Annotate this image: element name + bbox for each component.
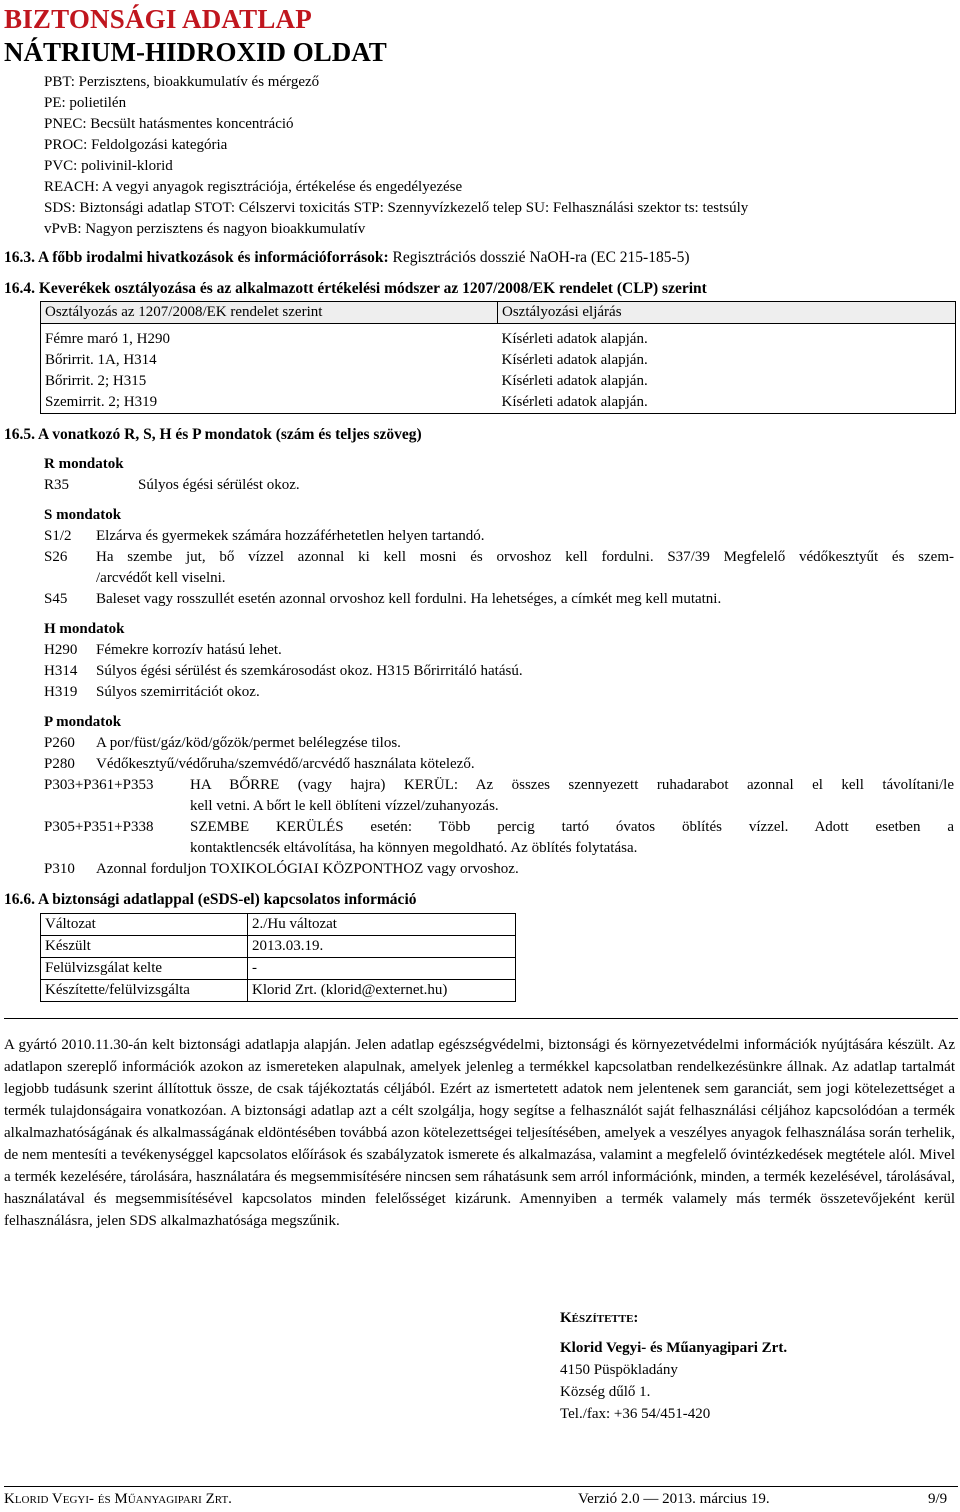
phrase-text: kell vetni. A bőrt le kell öblíteni vízzel/zuhanyozás.: [190, 798, 499, 814]
abbreviation-line: PNEC: Becsült hatásmentes koncentráció: [44, 116, 294, 132]
table-row: [41, 958, 516, 980]
prepared-by-label: Készítette:: [560, 1310, 639, 1326]
phrase-code: P260: [44, 735, 75, 751]
info-value: Klorid Zrt. (klorid@externet.hu): [248, 980, 516, 1002]
phrase-text: Súlyos égési sérülést okoz.: [138, 477, 300, 493]
section-16-3: [4, 249, 690, 267]
phrase-code: H319: [44, 684, 78, 700]
abbreviation-line: vPvB: Nagyon perzisztens és nagyon bioakkumulatív: [44, 221, 366, 237]
classification-cell: Fémre maró 1, H290: [41, 329, 498, 350]
phrase-text: Fémekre korrozív hatású lehet.: [96, 642, 282, 658]
classification-cell: Bőrirrit. 1A, H314: [41, 350, 498, 371]
disclaimer-paragraph: A gyártó 2010.11.30-án kelt biztonsági adatlapja alapján. Jelen adatlap egészségvédelmi, biztonsági és környezetvédelmi információk nyújtására készült. Az adatlapon szereplő információk azokon az ismereteken alapulnak, amelyek jelenleg a termékkel kapcsolatban rendelkezésünkre állnak. Az adatlap tartalmát legjobb tudásunk szerint állítottuk össze, de csak tájékoztatás céljából. Ezért az ismertetett adatok nem jelentenek sem garanciát, sem jogi kötelezettséget a termék tulajdonságaira vonatkozóan. A biztonsági adatlap azt a célt szolgálja, hogy segítse a felhasználót saját felhasználási céljához kapcsolódóan a termék alkalmazhatóságának és alkalmasságának eldöntésében továbbá azon kötelezettségei teljesítésében, amelyek a veszélyes anyagok felhasználása során terhelik, de nem mentesíti a tevékenységgel kapcsolatos előírások és szabályzatok ismerete és alkalmazása, valamint a megfelelő óvintézkedések megtétele alól. Mivel a termék kezelésére, tárolására, használatára és megsemmisítésére nincsen sem ráhatásunk sem arról információnk, minden, a termék kezelésével, tárolásával, használatával és megsemmisítésével kapcsolatos minden felelősséget kizárunk. Amennyiben a termék valamely más termék összetevőjeként kerül felhasználásra, jelen SDS alkalmazhatósága megszűnik.: [4, 1037, 955, 1229]
info-key: Készítette/felülvizsgálta: [41, 980, 248, 1002]
footer-page-number: 9/9: [928, 1491, 948, 1507]
abbreviation-line: PROC: Feldolgozási kategória: [44, 137, 228, 153]
product-name: NÁTRIUM-HIDROXID OLDAT: [4, 37, 387, 67]
footer-company: Klorid Vegyi- és Műanyagipari Zrt.: [4, 1491, 232, 1507]
r-phrases-title: R mondatok: [44, 456, 124, 472]
phrase-text: /arcvédőt kell viselni.: [96, 570, 226, 586]
procedure-cell: Kísérleti adatok alapján.: [498, 350, 956, 371]
section-divider: [4, 1018, 958, 1019]
phrase-code: P310: [44, 861, 75, 877]
s-phrases-title: S mondatok: [44, 507, 122, 523]
procedure-cell: Kísérleti adatok alapján.: [498, 371, 956, 392]
section-text: Regisztrációs dosszié NaOH-ra (EC 215-185-5): [392, 249, 690, 266]
table-row: [41, 350, 956, 371]
table-row: [41, 980, 516, 1002]
phrase-text: Baleset vagy rosszullét esetén azonnal orvoshoz kell fordulni. Ha lehetséges, a címkét meg kell mutatni.: [96, 591, 722, 607]
phrase-text: HA BŐRRE (vagy hajra) KERÜL: Az összes szennyezett ruhadarabot azonnal el kell távolítani/le: [190, 777, 954, 793]
info-key: Változat: [41, 914, 248, 936]
footer-divider: [4, 1486, 958, 1487]
h-phrases-title: H mondatok: [44, 621, 125, 637]
phrase-code: S45: [44, 591, 68, 607]
table-row: [41, 371, 956, 392]
phrase-text: Elzárva és gyermekek számára hozzáférhetetlen helyen tartandó.: [96, 528, 485, 544]
footer-version: Verzió 2.0 — 2013. március 19.: [578, 1491, 770, 1507]
phrase-text: Védőkesztyű/védőruha/szemvédő/arcvédő használata kötelező.: [96, 756, 475, 772]
section-heading: 16.5. A vonatkozó R, S, H és P mondatok (szám és teljes szöveg): [4, 426, 422, 443]
phrase-text: kontaktlencsék eltávolítása, ha könnyen megoldható. Az öblítés folytatása.: [190, 840, 638, 856]
company-phone: Tel./fax: +36 54/451-420: [560, 1406, 711, 1422]
column-header: Osztályozás az 1207/2008/EK rendelet szerint: [41, 302, 498, 324]
procedure-cell: Kísérleti adatok alapján.: [498, 392, 956, 414]
phrase-code: R35: [44, 477, 70, 493]
phrase-text: Ha szembe jut, bő vízzel azonnal ki kell mosni és orvoshoz kell fordulni. S37/39 Megfelelő védőkesztyűt és szem-: [96, 549, 954, 565]
column-header: Osztályozási eljárás: [498, 302, 956, 324]
phrase-code: S1/2: [44, 528, 72, 544]
abbreviation-line: PVC: polivinil-klorid: [44, 158, 173, 174]
phrase-code: S26: [44, 549, 68, 565]
company-name: Klorid Vegyi- és Műanyagipari Zrt.: [560, 1340, 788, 1356]
classification-cell: Szemirrit. 2; H319: [41, 392, 498, 414]
table-row: [41, 914, 516, 936]
abbreviation-line: PBT: Perzisztens, bioakkumulatív és mérgező: [44, 74, 320, 90]
phrase-text: Súlyos szemirritációt okoz.: [96, 684, 260, 700]
procedure-cell: Kísérleti adatok alapján.: [498, 329, 956, 350]
table-row: [41, 936, 516, 958]
phrase-code: P280: [44, 756, 75, 772]
document-title: BIZTONSÁGI ADATLAP: [4, 4, 312, 34]
info-value: -: [248, 958, 516, 980]
classification-cell: Bőrirrit. 2; H315: [41, 371, 498, 392]
phrase-code: P305+P351+P338: [44, 819, 154, 835]
info-key: Készült: [41, 936, 248, 958]
classification-table: [40, 301, 956, 414]
section-heading: 16.3. A főbb irodalmi hivatkozások és információforrások:: [4, 249, 389, 266]
abbreviation-line: PE: polietilén: [44, 95, 127, 111]
table-row: [41, 329, 956, 350]
sds-info-table: [40, 913, 516, 1002]
p-phrases-title: P mondatok: [44, 714, 122, 730]
phrase-text: Azonnal forduljon TOXIKOLÓGIAI KÖZPONTHOZ vagy orvoshoz.: [96, 861, 519, 877]
phrase-code: H290: [44, 642, 78, 658]
abbreviation-line: SDS: Biztonsági adatlap STOT: Célszervi toxicitás STP: Szennyvízkezelő telep SU: Felhasználási szektor ts: testsúly: [44, 200, 749, 216]
company-street: Község dűlő 1.: [560, 1384, 651, 1400]
phrase-code: H314: [44, 663, 78, 679]
info-value: 2./Hu változat: [248, 914, 516, 936]
company-city: 4150 Püspökladány: [560, 1362, 678, 1378]
phrase-text: Súlyos égési sérülést és szemkárosodást okoz. H315 Bőrirritáló hatású.: [96, 663, 523, 679]
section-heading: 16.4. Keverékek osztályozása és az alkalmazott értékelési módszer az 1207/2008/EK rendelet (CLP) szerint: [4, 280, 707, 297]
info-value: 2013.03.19.: [248, 936, 516, 958]
phrase-text: A por/füst/gáz/köd/gőzök/permet belélegzése tilos.: [96, 735, 401, 751]
phrase-text: SZEMBE KERÜLÉS esetén: Több percig tartó óvatos öblítés vízzel. Adott esetben a: [190, 819, 954, 835]
abbreviation-line: REACH: A vegyi anyagok regisztrációja, értékelése és engedélyezése: [44, 179, 463, 195]
section-heading: 16.6. A biztonsági adatlappal (eSDS-el) kapcsolatos információ: [4, 891, 417, 908]
phrase-code: P303+P361+P353: [44, 777, 154, 793]
info-key: Felülvizsgálat kelte: [41, 958, 248, 980]
table-row: [41, 392, 956, 414]
table-header-row: [41, 302, 956, 324]
